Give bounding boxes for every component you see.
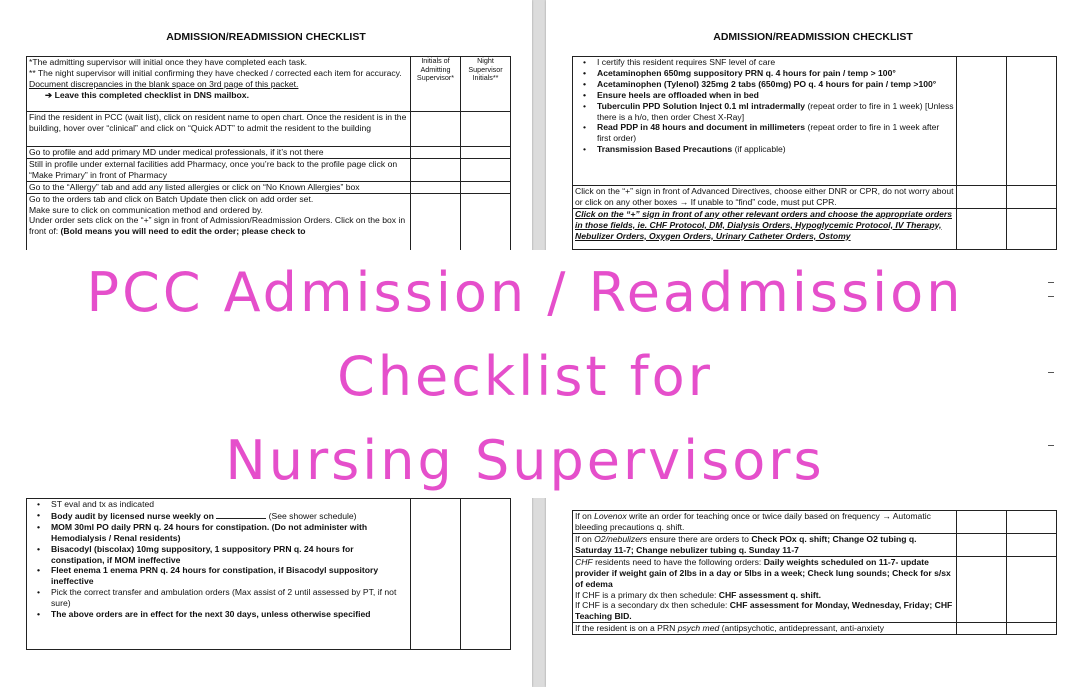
list-item: • The above orders are in effect for the next 30 days, unless otherwise specified [29, 609, 408, 620]
checklist-table-bottom [26, 498, 511, 650]
table-row [27, 158, 511, 181]
row-text: If CHF is a secondary dx then schedule: CHF assessment for Monday, Wednesday, Friday; CHF Teaching BID. [575, 600, 953, 622]
list-item: • Fleet enema 1 enema PRN q. 24 hours for constipation, if Bisacodyl suppository ineffective [29, 565, 408, 587]
blank-line[interactable] [216, 510, 266, 519]
list-item: • Pick the correct transfer and ambulation orders (Max assist of 2 until assessed by PT, if not sure) [29, 587, 408, 609]
row-text: If the resident is on a PRN psych med (antipsychotic, antidepressant, anti-anxiety [573, 623, 957, 635]
page-title: ADMISSION/READMISSION CHECKLIST [713, 31, 913, 43]
checklist-table-bottom-right [572, 510, 1057, 635]
checklist-table-top-right [572, 56, 1057, 250]
list-item: • Bisacodyl (biscolax) 10mg suppository, 1 suppository PRN q. 24 hours for constipation, if MOM ineffective [29, 544, 408, 566]
initials-cell[interactable] [1007, 556, 1057, 622]
banner-line: Checklist for [337, 345, 713, 408]
row-text: If CHF is a primary dx then schedule: CHF assessment q. shift. [575, 589, 821, 600]
row-text: If on O2/nebulizers ensure there are orders to Check POx q. shift; Change O2 tubing q. Saturday 11-7; Change nebulizer tubing q. Sunday 11-7 [573, 534, 957, 557]
row-text: Under order sets click on the “+” sign in front of Admission/Readmission Orders. Click on the box in front of: (Bold means you will need to edit the order; please check to [29, 215, 406, 237]
row-text: Find the resident in PCC (wait list), click on resident name to open chart. Once the resident is in the building, hover over “clinical” and click on “Quick ADT” to admit the resident to the building [27, 112, 411, 147]
initials-cell[interactable] [957, 623, 1007, 635]
row-text: Still in profile under external facilities add Pharmacy, once you’re back to the profile page click on “Make Primary” in front of Pharmacy [27, 158, 411, 181]
initials-cell[interactable] [411, 193, 461, 254]
list-item: • MOM 30ml PO daily PRN q. 24 hours for constipation. (Do not administer with Hemodialysis / Renal residents) [29, 522, 408, 544]
initials-cell[interactable] [411, 499, 461, 650]
table-row [27, 181, 511, 193]
initials-cell[interactable] [957, 556, 1007, 622]
initials-cell[interactable] [461, 499, 511, 650]
intro-line: *The admitting supervisor will initial once they have completed each task. [29, 57, 308, 67]
table-row [573, 208, 1057, 249]
initials-cell[interactable] [461, 147, 511, 159]
initials-cell[interactable] [411, 147, 461, 159]
list-item: • Ensure heels are offloaded when in bed [575, 90, 954, 101]
row-text: CHF residents need to have the following orders: Daily weights scheduled on 11-7- update provider if weight gain of 2lbs in a day or 5lbs in a week; Check lung sounds; Check for s/sx of edema [575, 556, 951, 589]
banner-line: PCC Admission / Readmission [86, 261, 964, 324]
table-row [573, 186, 1057, 209]
table-row [27, 112, 511, 147]
row-text: Make sure to click on communication method and ordered by. [29, 204, 263, 215]
row-text: Click on the “+” sign in front of any other relevant orders and choose the appropriate orders in those fields, ie. CHF Protocol, DM, Dialysis Orders, Hypoglycemic Protocol, IV Therapy, Nebulizer Orders, Oxygen Orders, Urinary Catheter Orders, Ostomy [573, 208, 957, 249]
intro-line: ➔ Leave this completed checklist in DNS mailbox. [45, 89, 249, 100]
checklist-table-top [26, 56, 511, 255]
initials-cell[interactable] [461, 112, 511, 147]
row-text: Click on the “+” sign in front of Advanced Directives, choose either DNR or CPR, do not worry about or click on any other boxes → If unable to “find” code, must put CPR. [573, 186, 957, 209]
list-item: • Transmission Based Precautions (if applicable) [575, 144, 954, 155]
banner-title [0, 251, 1050, 503]
list-item: • Read PDP in 48 hours and document in millimeters (repeat order to fire in 1 week after first order) [575, 122, 954, 144]
initials-cell[interactable] [1007, 208, 1057, 249]
list-item: • Acetaminophen 650mg suppository PRN q. 4 hours for pain / temp > 100° [575, 68, 954, 79]
arrow-right-icon: ➔ [45, 89, 53, 100]
list-item: • Tuberculin PPD Solution Inject 0.1 ml intradermally (repeat order to fire in 1 week) [Unless there is a h/o, then order Chest X-Ray] [575, 101, 954, 123]
initials-cell[interactable] [957, 534, 1007, 557]
row-text: Go to the “Allergy” tab and add any listed allergies or click on “No Known Allergies” box [27, 181, 411, 193]
table-row [27, 147, 511, 159]
initials-cell[interactable] [461, 181, 511, 193]
table-row [573, 556, 1057, 622]
column-header-admitting: Initials of Admitting Supervisor* [411, 57, 461, 112]
banner-line: Nursing Supervisors [225, 429, 825, 492]
initials-cell[interactable] [411, 112, 461, 147]
table-row [573, 534, 1057, 557]
page-title: ADMISSION/READMISSION CHECKLIST [166, 31, 366, 43]
initials-cell[interactable] [957, 186, 1007, 209]
table-row [27, 499, 511, 650]
initials-cell[interactable] [1007, 623, 1057, 635]
intro-line: ** The night supervisor will initial confirming they have checked / corrected each item for accuracy. Document discrepancies in the blank space on 3rd page of this packet. [29, 67, 402, 89]
row-text: Go to the orders tab and click on Batch Update then click on add order set. [29, 193, 314, 204]
table-header-row [27, 57, 511, 112]
row-text: If on Lovenox write an order for teaching once or twice daily based on frequency → Automatic bleeding precautions q. shift. [573, 511, 957, 534]
initials-cell[interactable] [411, 158, 461, 181]
table-row [573, 623, 1057, 635]
list-item: • I certify this resident requires SNF level of care [575, 57, 954, 68]
initials-cell[interactable] [957, 208, 1007, 249]
initials-cell[interactable] [957, 57, 1007, 186]
initials-cell[interactable] [1007, 57, 1057, 186]
initials-cell[interactable] [1007, 534, 1057, 557]
column-header-night: Night Supervisor Initials** [461, 57, 511, 112]
initials-cell[interactable] [1007, 511, 1057, 534]
list-item: • ST eval and tx as indicated [29, 499, 408, 510]
initials-cell[interactable] [411, 181, 461, 193]
initials-cell[interactable] [1007, 186, 1057, 209]
list-item: • Body audit by licensed nurse weekly on (See shower schedule) [29, 510, 408, 522]
table-row [573, 57, 1057, 186]
table-row [27, 193, 511, 254]
initials-cell[interactable] [461, 193, 511, 254]
row-text: Go to profile and add primary MD under medical professionals, if it’s not there [27, 147, 411, 159]
table-row [573, 511, 1057, 534]
initials-cell[interactable] [957, 511, 1007, 534]
list-item: • Acetaminophen (Tylenol) 325mg 2 tabs (650mg) PO q. 4 hours for pain / temp >100° [575, 79, 954, 90]
initials-cell[interactable] [461, 158, 511, 181]
